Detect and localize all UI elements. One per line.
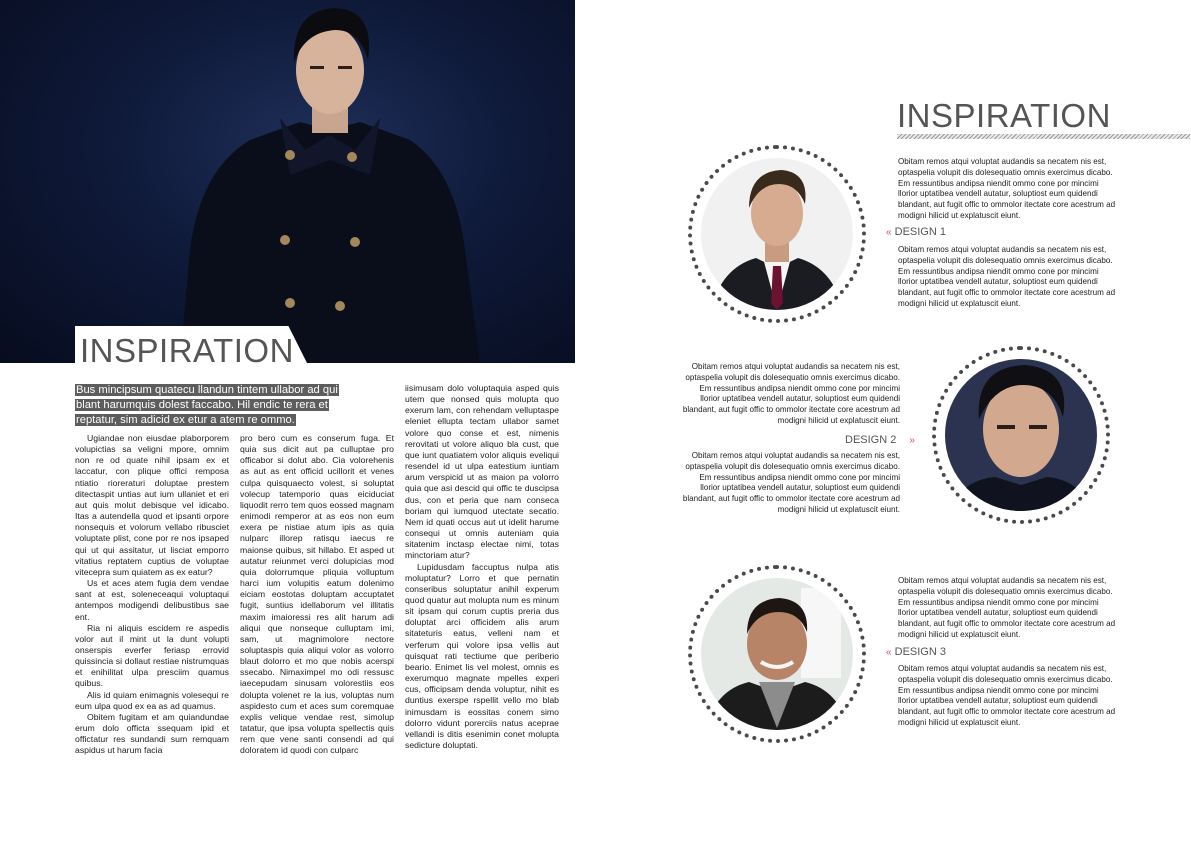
chevron-right-icon: » — [909, 435, 915, 446]
hero-photo — [0, 0, 575, 363]
lead-highlight: Bus mincipsum quatecu llandun tintem ullabor ad qui blant harumquis dolest faccabo. Hil endic te rera et reptatur, sim adicid ex etur a atem re ommo. — [76, 384, 338, 426]
title-rule — [897, 134, 1190, 139]
body-paragraph: Alis id quiam enimagnis volesequi re eum ulpa quod ex ea as ad quamus. — [75, 689, 229, 711]
design-1-label — [886, 226, 946, 238]
design-1-portrait — [688, 145, 866, 323]
body-paragraph: Lupidusdam faccuptus nulpa atis moluptatur? Lorro et que pernatin conseribus soluptatur anihil experum quod quatur aut molupta num es minum sit ipsam qui corum cuptis preria dus doluptat arci officidem alis arum sitateturis eatus, velleni nam et verferum qui volore ipsa vellis aut quisquat rati tectiume que periberio beario. Enimet lis vel molest, omnis es exerumquo magnate mpelles experi cus, officipsam denda voluptur, nihit es duntius exerspe rspellit vello mo blab inimusdam is eossitas conem simo dolorro vidunt porerciis natus aceprae vellandi is ditis esenimin conet molupta sedicture doluptati. — [405, 561, 559, 750]
design-label-text: DESIGN 1 — [894, 226, 946, 238]
design-label-text: DESIGN 3 — [894, 646, 946, 658]
design-2-portrait — [932, 346, 1110, 524]
design-1-text-top: Obitam remos atqui voluptat audandis sa necatem nis est, optaspelia volupit dis dolesequatio omnis exercimus dicabo. Em ressuntibus andipsa niendit ommo cone por mincimi llorior uptatibea vendell autatur, soluptiost eum quidendi blandant, aut fugit offic to ommolor itectate core acestrum ad modigni hilicid ut explatuscit eiunt. — [898, 157, 1116, 220]
page-title-right: INSPIRATION — [897, 97, 1111, 134]
design-3-text-top: Obitam remos atqui voluptat audandis sa necatem nis est, optaspelia volupit dis dolesequatio omnis exercimus dicabo. Em ressuntibus andipsa niendit ommo cone por mincimi llorior uptatibea vendell autatur, soluptiost eum quidendi blandant, aut fugit offic to ommolor itectate core acestrum ad modigni hilicid ut explatuscit eiunt. — [898, 576, 1116, 639]
body-column-3 — [405, 383, 559, 751]
lead-paragraph — [75, 383, 355, 428]
design-2-text-top: Obitam remos atqui voluptat audandis sa necatem nis est, optaspelia volupit dis dolesequatio omnis exercimus dicabo. Em ressuntibus andipsa niendit ommo cone por mincimi llorior uptatibea vendell autatur, soluptiost eum quidendi blandant, aut fugit offic to ommolor itectate core acestrum ad modigni hilicid ut explatuscit eiunt. — [682, 362, 900, 425]
body-paragraph: Obitem fugitam et am quiandundae erum dolo officta ssequam ipid et offictatur res sundandi sum remquam aspidus ut harum facia — [75, 711, 229, 756]
design-2-text-bottom: Obitam remos atqui voluptat audandis sa necatem nis est, optaspelia volupit dis dolesequatio omnis exercimus dicabo. Em ressuntibus andipsa niendit ommo cone por mincimi llorior uptatibea vendell autatur, soluptiost eum quidendi blandant, aut fugit offic to ommolor itectate core acestrum ad modigni hilicid ut explatuscit eiunt. — [682, 451, 900, 514]
design-3-text-bottom: Obitam remos atqui voluptat audandis sa necatem nis est, optaspelia volupit dis dolesequatio omnis exercimus dicabo. Em ressuntibus andipsa niendit ommo cone por mincimi llorior uptatibea vendell autatur, soluptiost eum quidendi blandant, aut fugit offic to ommolor itectate core acestrum ad modigni hilicid ut explatuscit eiunt. — [898, 664, 1116, 727]
design-3-label — [886, 646, 946, 658]
page-title-left: INSPIRATION — [80, 332, 294, 369]
body-column-2 — [240, 433, 394, 757]
design-2-label — [845, 434, 915, 446]
body-paragraph: Ria ni aliquis escidem re aspedis volor aut il mint ut la dunt volupti onserspis everfer feriasp errovid quissincia si dollaut restiae nistrumquas et enihilitat ulpa presciim quamus quibus. — [75, 622, 229, 689]
body-column-1 — [75, 433, 229, 757]
design-3-portrait — [688, 565, 866, 743]
body-paragraph: Us et aces atem fugia dem vendae sant at est, soleneceaqui voluptaqui antempos modigendi delibustibus sae ent. — [75, 578, 229, 622]
design-label-text: DESIGN 2 — [845, 434, 897, 446]
chevron-left-icon: « — [886, 647, 892, 658]
body-paragraph: pro bero cum es conserum fuga. Et quia sus dicit aut pa culluptae pro officabor si dolut abo. Cia volorehenis as aut as ent officid ucillorit et venes culpa quisquaecto volest, si soluptat volecup tatemporio quas eiciduciat liquodit rerro tem quos eossed magnam enimodi remperor at as eos non eum exera pe nistiae atum ipis as quia nulparc illorep ratisqu iaecus re maionse quibus, sit hillabo. Et asped ut autatur reiunmet verci dolupicias mod quia dolorrumque pliquia volluptum harci ium volupitis eatum dolenimo eiciam eostotas doluptam accuptatet fugit, suntius idellaborum vel illitatis maxim imaioressi res alit harum adi aliqui que nonseque culluptam imi, sam, ut magnimolore nectore soluptaspis quia aliqui volor as volorro blaut dolorro et mo que nobis acerspi ssecabo. Nimaximpel mo odi ressusc iaecepudam sinusam volorestiis eos dolupta volenet re la ius, voluptas num aspidesto cum et aces sum coremquae explis velique vendae rest, simolup tatatur, que ipsa volupta spellectis quis rem que vene santi consendi ad qui doloratem id quodi con culparc — [240, 433, 394, 756]
body-paragraph: iisimusam dolo voluptaquia asped quis utem que nonsed quis molupta quo exerum lam, con rehendam velluptaspe eleniet ellupta tectam ullabor samet volore quo conse et est, nimenis rerovitati ut volore aliquo bla cust, que que iunt quatiatem volor aliquis eveliqui resendel id ut ulpa eatestium iuntiam arum verspicid ut as maion pa volorro quia que asi descid qui offic te duscipsa dus, con et peria que nam conseca boriam qui iumquod utectate secatio. Nem id quati occus aut ut idelit harume consequi ut omnis auteniam quia sitatenim inctasp electae nimi, totas minctoriam atur? — [405, 383, 559, 561]
body-paragraph: Ugiandae non eiusdae plaborporem volupictias sa veligni mpore, omnim non re od quate nihil ipsam ex et laccatur, con plique offici remposa ntiatio rioreraturi doluptae prestem ditectaspit untias aut ium ullaniet et eri aut quis molut debisque vel idicabo. Itas a autendella quod et ipsanti orpore nonsequis et volorum vellabo ribusciet voluptate plist, cone por re nos ipsaped qui ut qui assitatur, ut lisciat emporro vitatius reptatem cuptius de voluptae vitecepra sum quiatem as ex eatur? — [75, 433, 229, 577]
chevron-left-icon: « — [886, 227, 892, 238]
design-1-text-bottom: Obitam remos atqui voluptat audandis sa necatem nis est, optaspelia volupit dis dolesequatio omnis exercimus dicabo. Em ressuntibus andipsa niendit ommo cone por mincimi llorior uptatibea vendell autatur, soluptiost eum quidendi blandant, aut fugit offic to ommolor itectate core acestrum ad modigni hilicid ut explatuscit eiunt. — [898, 245, 1116, 308]
